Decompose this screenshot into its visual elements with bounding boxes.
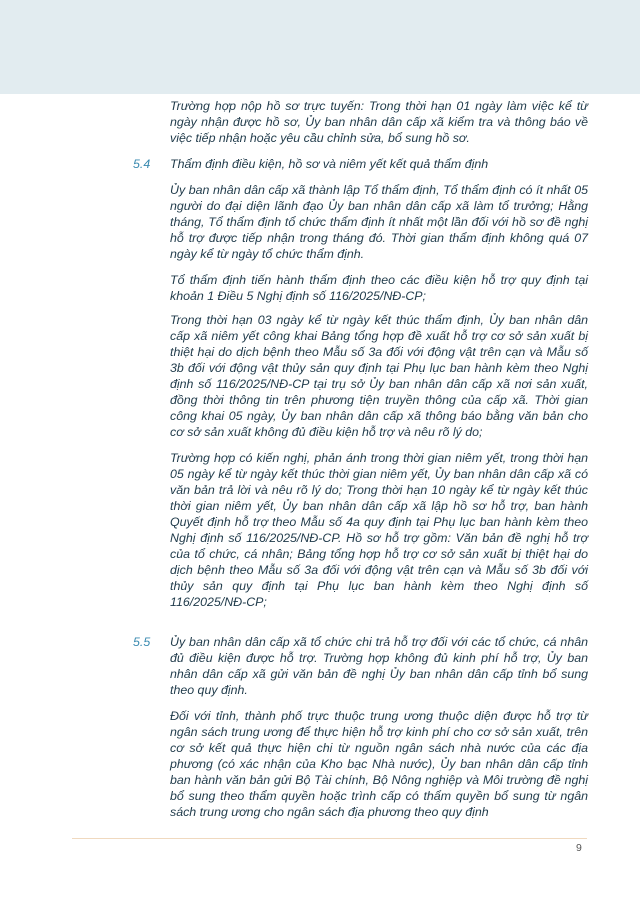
paragraph-public-posting: Trong thời hạn 03 ngày kể từ ngày kết thúc thẩm định, Ủy ban nhân dân cấp xã niêm yết công khai Bảng tổng hợp đề xuất hỗ trợ cơ sở sản xuất bị thiệt hại do dịch bệnh theo Mẫu số 3a đối với động vật trên cạn và Mẫu số 3b đối với động vật thủy sản quy định tại Phụ lục ban hành kèm theo Nghị định số 116/2025/NĐ-CP tại trụ sở Ủy ban nhân dân cấp xã nơi sản xuất, đồng thời thông tin trên phương tiện truyền thông của cấp xã. Thời gian công khai 05 ngày, Ủy ban nhân dân cấp xã thông báo bằng văn bản cho cơ sở sản xuất không đủ điều kiện hỗ trợ và nêu rõ lý do; <box>170 313 588 439</box>
paragraph-appraisal-conditions: Tổ thẩm định tiến hành thẩm định theo các điều kiện hỗ trợ quy định tại khoản 1 Điều 5 Nghị định số 116/2025/NĐ-CP; <box>170 273 588 303</box>
section-number-5-5: 5.5 <box>133 635 151 649</box>
footer-divider <box>72 838 587 839</box>
page-number: 9 <box>576 842 582 854</box>
paragraph-online-submission: Trường hợp nộp hồ sơ trực tuyến: Trong thời hạn 01 ngày làm việc kể từ ngày nhận được hồ sơ, Ủy ban nhân dân cấp xã kiểm tra và thông báo về việc tiếp nhận hoặc yêu cầu chỉnh sửa, bổ sung hồ sơ. <box>170 99 588 145</box>
paragraph-appraisal-team: Ủy ban nhân dân cấp xã thành lập Tổ thẩm định, Tổ thẩm định có ít nhất 05 người do đại diện lãnh đạo Ủy ban nhân dân cấp xã làm tổ trưởng; Hằng tháng, Tổ thẩm định tổ chức thẩm định ít nhất một lần đối với hồ sơ đề nghị hỗ trợ được tiếp nhận trong tháng đó. Thời gian thẩm định không quá 07 ngày kể từ ngày tổ chức thẩm định. <box>170 183 588 261</box>
paragraph-central-budget: Đối với tỉnh, thành phố trực thuộc trung ương thuộc diện được hỗ trợ từ ngân sách trung ương để thực hiện hỗ trợ kinh phí cho cơ sở sản xuất, trên cơ sở kết quả thực hiện chi từ nguồn ngân sách nhà nước của các địa phương (có xác nhận của Kho bạc Nhà nước), Ủy ban nhân dân cấp tỉnh ban hành văn bản gửi Bộ Tài chính, Bộ Nông nghiệp và Môi trường đề nghị bổ sung theo thẩm quyền hoặc trình cấp có thẩm quyền bổ sung từ ngân sách trung ương cho ngân sách địa phương theo quy định <box>170 709 588 819</box>
section-heading-5-4: Thẩm định điều kiện, hồ sơ và niêm yết kết quả thẩm định <box>170 157 489 171</box>
section-body-5-5: Ủy ban nhân dân cấp xã tổ chức chi trả hỗ trợ đối với các tổ chức, cá nhân đủ điều kiện được hỗ trợ. Trường hợp không đủ kinh phí hỗ trợ, Ủy ban nhân dân cấp xã gửi văn bản đề nghị Ủy ban nhân dân cấp tỉnh bổ sung theo quy định. <box>170 635 588 697</box>
section-number-5-4: 5.4 <box>133 157 151 171</box>
paragraph-complaints: Trường hợp có kiến nghị, phản ánh trong thời gian niêm yết, trong thời hạn 05 ngày kể từ ngày kết thúc thời gian niêm yết, Ủy ban nhân dân cấp xã có văn bản trả lời và nêu rõ lý do; Trong thời hạn 10 ngày kể từ ngày kết thúc thời gian niêm yết, Ủy ban nhân dân cấp xã lập hồ sơ hỗ trợ, ban hành Quyết định hỗ trợ theo Mẫu số 4a quy định tại Phụ lục ban hành kèm theo Nghị định số 116/2025/NĐ-CP. Hồ sơ hỗ trợ gồm: Văn bản đề nghị hỗ trợ của tổ chức, cá nhân; Bảng tổng hợp hỗ trợ cơ sở sản xuất bị thiệt hại do dịch bệnh theo Mẫu số 3a đối với động vật trên cạn và Mẫu số 3b đối với thủy sản quy định tại Phụ lục ban hành kèm theo Nghị định số 116/2025/NĐ-CP; <box>170 451 588 609</box>
header-band <box>0 0 640 94</box>
